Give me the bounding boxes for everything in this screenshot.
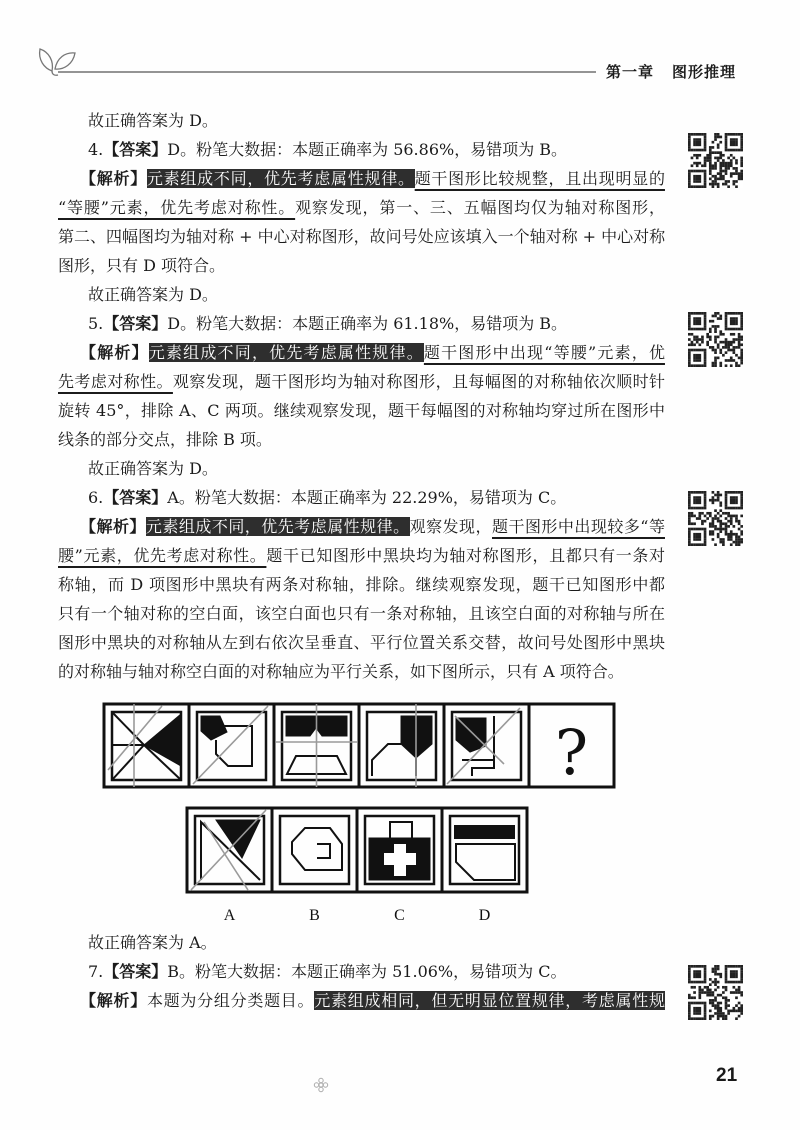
underlined-text: 先考虑对称性。 [58, 372, 173, 391]
text-line [58, 425, 665, 454]
text-line [58, 222, 665, 251]
text-run: 称轴，而 D 项图形中黑块有两条对称轴，排除。继续观察发现，题干已知图形中都 [58, 575, 665, 594]
text-line [58, 599, 665, 628]
paragraph [58, 928, 665, 957]
page-number: 21 [716, 1065, 738, 1086]
text-line [58, 986, 665, 1015]
text-line [58, 570, 665, 599]
text-run: 4. [88, 140, 104, 159]
text-line [58, 106, 665, 135]
text-run: 本题为分组分类题目。 [146, 991, 315, 1010]
text-run: 只有一个轴对称的空白面，该空白面也只有一条对称轴，且该空白面的对称轴与所在 [58, 604, 665, 623]
text-line [58, 928, 665, 957]
qr-code-pattern [688, 965, 743, 1020]
text-line [58, 164, 665, 193]
text-run: 的对称轴与轴对称空白面的对称轴应为平行关系，如下图所示，只有 A 项符合。 [58, 662, 624, 681]
section-label: 【答案】 [103, 314, 168, 333]
sequence-figure-1 [108, 704, 181, 787]
text-run: 线条的部分交点，排除 B 项。 [58, 430, 272, 449]
sprout-icon [40, 49, 75, 75]
sequence-figure-2 [193, 706, 268, 784]
text-line [58, 251, 665, 280]
section-label: 【答案】 [103, 962, 168, 981]
option-figure-a [191, 810, 266, 890]
text-line [58, 367, 665, 396]
sequence-figure-4 [367, 704, 436, 787]
qr-code-pattern [688, 491, 743, 546]
option-label-d: D [478, 907, 491, 924]
qr-code-pattern [688, 133, 743, 188]
paragraph [58, 309, 665, 338]
text-run: A。粉笔大数据：本题正确率为 22.29%，易错项为 C。 [167, 488, 567, 507]
text-line [58, 541, 665, 570]
qr-code-icon [688, 491, 743, 546]
qr-code-icon [688, 312, 743, 367]
text-line [58, 338, 665, 367]
underlined-text: 题干图形中出现较多“等 [492, 517, 665, 536]
question-mark: ? [554, 716, 589, 789]
text-run: B。粉笔大数据：本题正确率为 51.06%，易错项为 C。 [167, 962, 567, 981]
text-line [58, 135, 665, 164]
section-label: 【解析】 [80, 991, 147, 1010]
text-run: 观察发现， [409, 517, 492, 536]
underlined-text: 题干图形比较规整，且出现明显的 [414, 169, 665, 188]
text-line [58, 280, 665, 309]
paragraph [58, 483, 665, 512]
text-run: D。粉笔大数据：本题正确率为 56.86%，易错项为 B。 [167, 140, 568, 159]
text-run: 图形，只有 D 项符合。 [58, 256, 226, 275]
text-run: 观察发现，题干图形均为轴对称图形，且每幅图的对称轴依次顺时针 [172, 372, 665, 391]
text-run: 观察发现，第一、三、五幅图均仅为轴对称图形， [295, 198, 665, 217]
section-label: 【解析】 [80, 517, 146, 536]
option-label-c: C [394, 907, 405, 924]
sequence-figure-5 [447, 708, 521, 784]
qr-code-icon [688, 133, 743, 188]
paragraph [58, 280, 665, 309]
text-run: 题干已知图形中黑块均为轴对称图形，且都只有一条对 [266, 546, 665, 565]
qr-code-pattern [688, 312, 743, 367]
text-run: D。粉笔大数据：本题正确率为 61.18%，易错项为 B。 [167, 314, 568, 333]
text-run: 第二、四幅图均为轴对称 + 中心对称图形，故问号处应该填入一个轴对称 + 中心对称 [58, 227, 666, 246]
section-label: 【答案】 [103, 140, 168, 159]
highlighted-text: 元素组成不同，优先考虑属性规律。 [148, 343, 424, 362]
underlined-text: 题干图形中出现“等腰”元素，优 [423, 343, 665, 362]
text-run: 故正确答案为 D。 [88, 459, 218, 478]
highlighted-text: 元素组成不同，优先考虑属性规律。 [145, 517, 410, 536]
chapter-title: 图形推理 [672, 63, 737, 81]
section-label: 【解析】 [80, 343, 149, 362]
text-line [58, 193, 665, 222]
text-run: 故正确答案为 D。 [88, 285, 218, 304]
body-text-block [58, 928, 665, 1015]
underlined-text: “等腰”元素，优先考虑对称性。 [58, 198, 296, 217]
text-run: 5. [88, 314, 104, 333]
option-figure-b [280, 816, 349, 884]
option-figure-d [450, 816, 519, 884]
section-label: 【答案】 [103, 488, 168, 507]
text-run: 故正确答案为 A。 [88, 933, 217, 952]
text-run: 旋转 45°，排除 A、C 两项。继续观察发现，题干每幅图的对称轴均穿过所在图形中 [58, 401, 665, 420]
highlighted-text: 元素组成相同，但无明显位置规律，考虑属性规 [314, 991, 665, 1010]
text-line [58, 657, 665, 686]
text-line [58, 628, 665, 657]
header-rule [30, 40, 600, 80]
text-line [58, 483, 665, 512]
text-run: 故正确答案为 D。 [88, 111, 218, 130]
sequence-figure-3 [276, 704, 357, 787]
text-line [58, 512, 665, 541]
paragraph [58, 986, 665, 1015]
paragraph [58, 957, 665, 986]
option-figure-c [365, 816, 434, 884]
text-line [58, 454, 665, 483]
paragraph [58, 106, 665, 135]
highlighted-text: 元素组成不同，优先考虑属性规律。 [146, 169, 415, 188]
option-label-a: A [223, 907, 236, 924]
underlined-text: 腰”元素，优先考虑对称性。 [58, 546, 267, 565]
text-run: 7. [88, 962, 104, 981]
paragraph [58, 135, 665, 164]
paragraph [58, 454, 665, 483]
text-line [58, 309, 665, 338]
flower-icon [313, 1077, 329, 1093]
text-line [58, 957, 665, 986]
section-label: 【解析】 [80, 169, 147, 188]
paragraph [58, 164, 665, 280]
qr-code-icon [688, 965, 743, 1020]
text-line [58, 396, 665, 425]
body-text-block [58, 106, 665, 686]
paragraph [58, 512, 665, 686]
text-run: 6. [88, 488, 104, 507]
paragraph [58, 338, 665, 454]
option-label-b: B [309, 907, 320, 924]
text-run: 图形中黑块的对称轴从左到右依次呈垂直、平行位置关系交替，故问号处图形中黑块 [58, 633, 665, 652]
chapter-number: 第一章 [606, 63, 655, 81]
figure-puzzle [100, 698, 620, 928]
